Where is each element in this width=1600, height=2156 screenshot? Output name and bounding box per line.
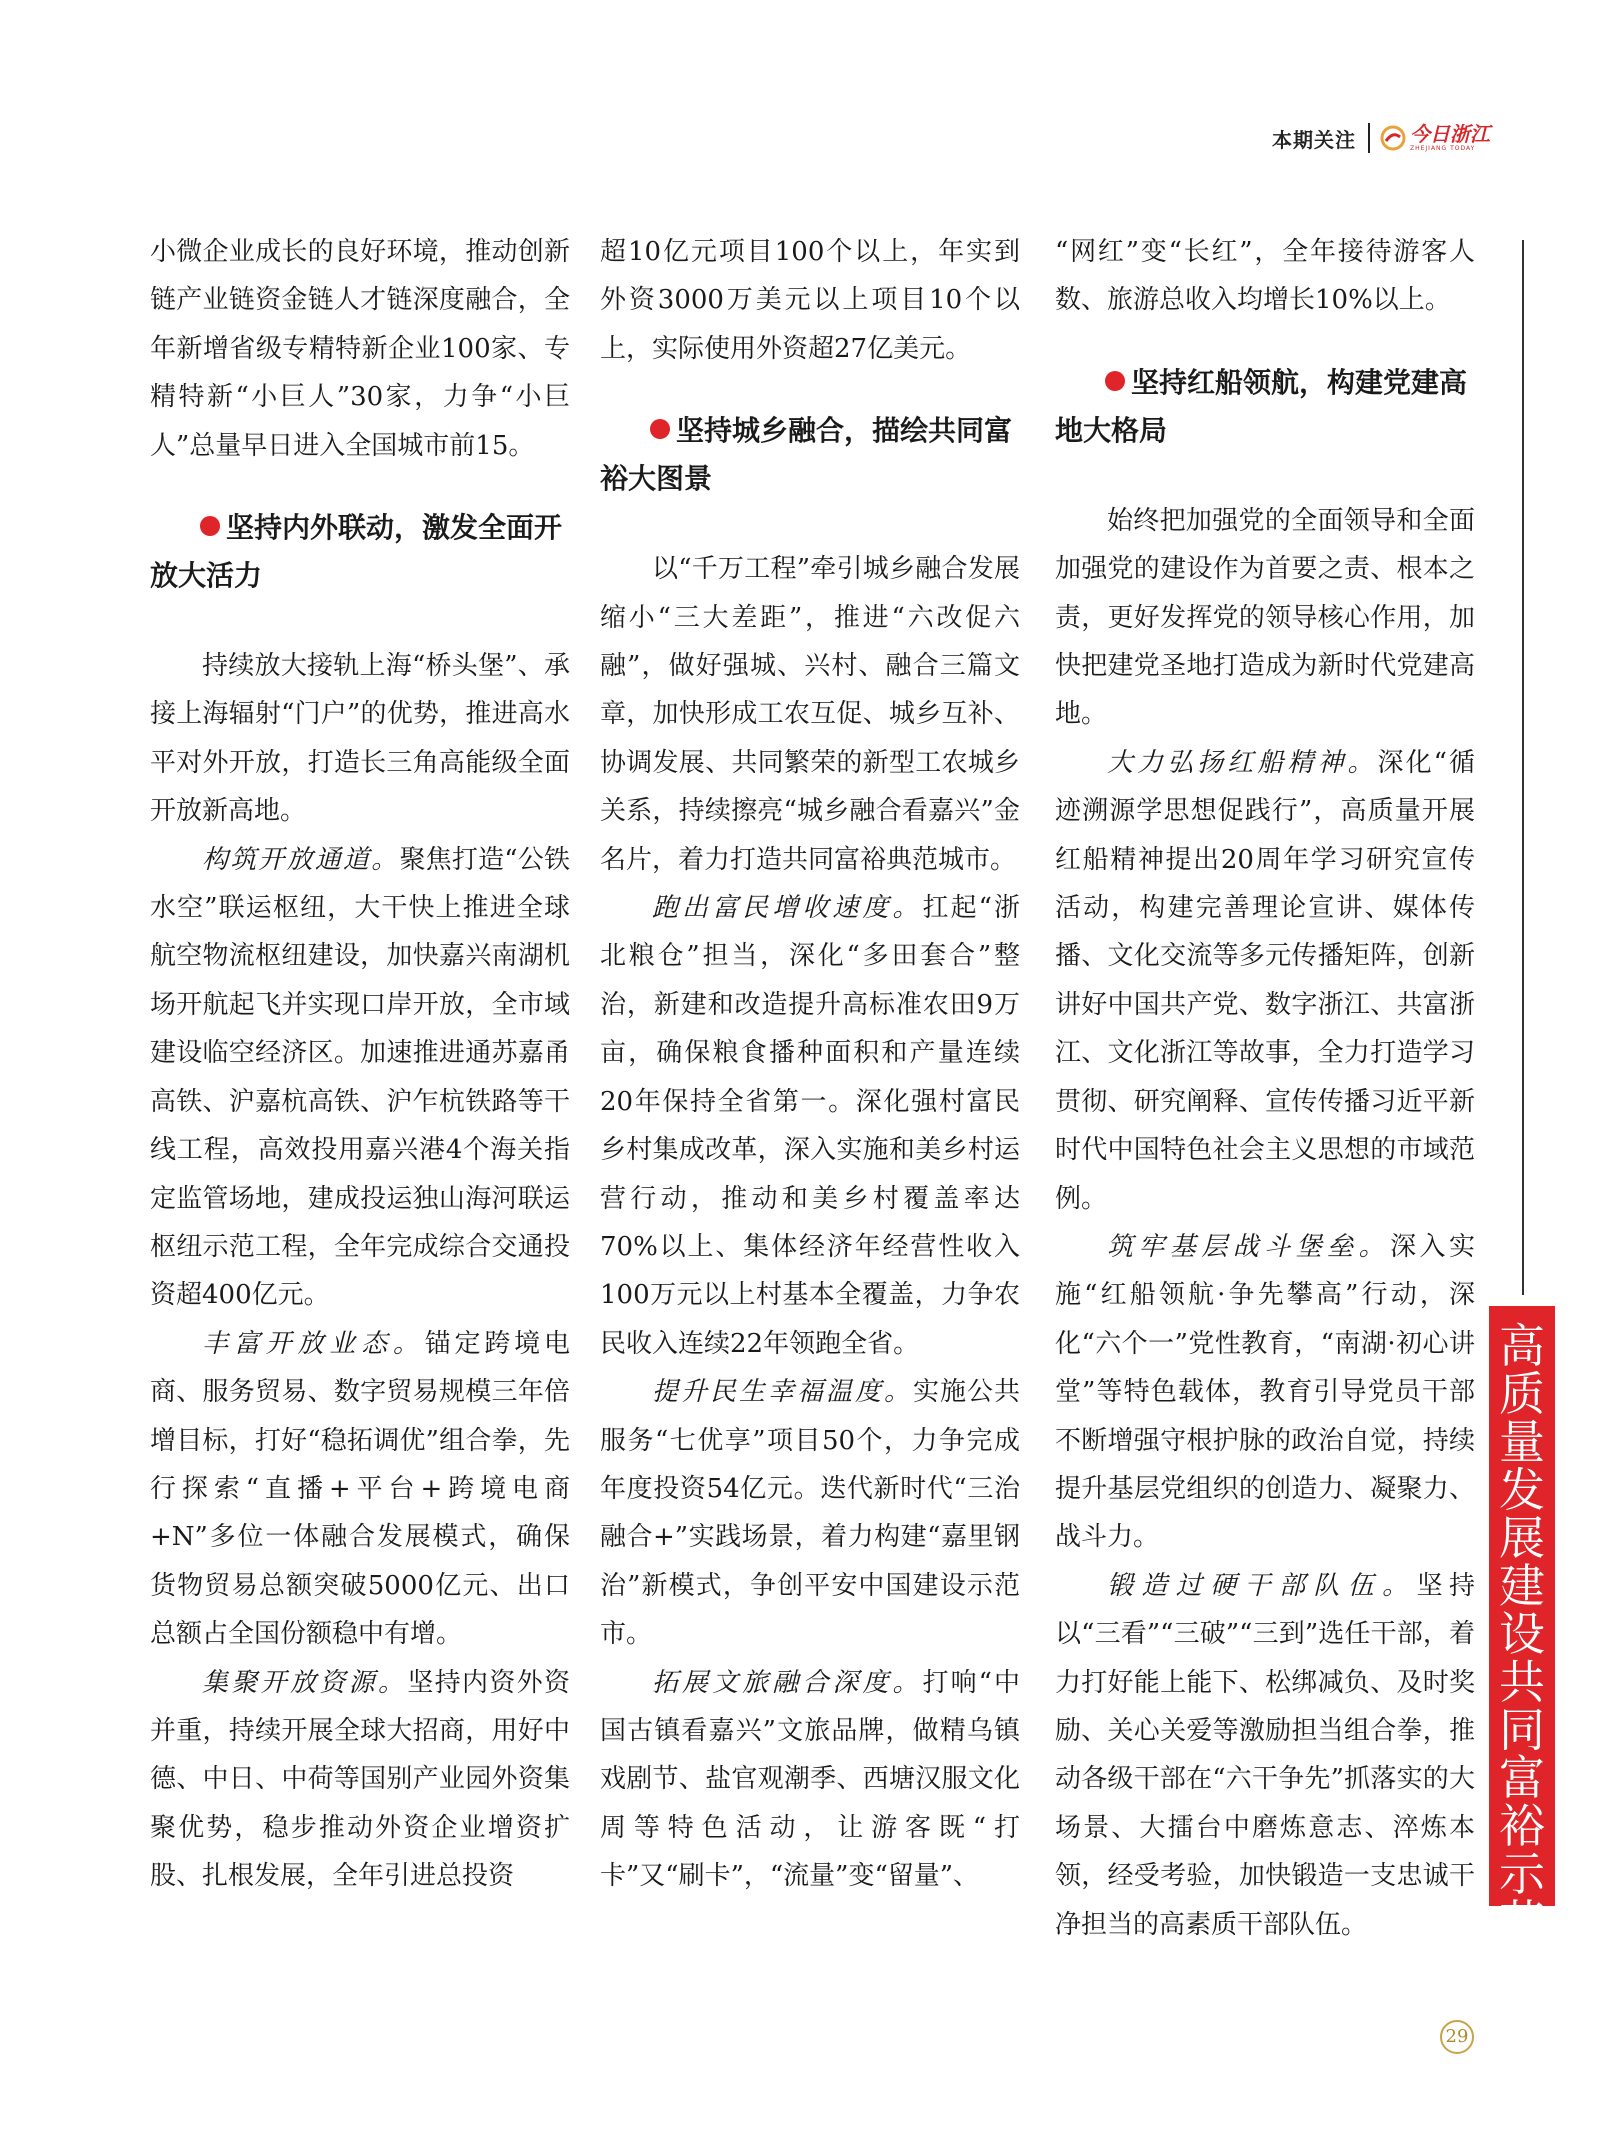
page-header (1272, 118, 1490, 158)
paragraph-lead: 大力弘扬红船精神。 (1107, 747, 1378, 778)
section-heading: 坚持城乡融合，描绘共同富裕大图景 (600, 414, 1013, 496)
paragraph: 锻造过硬干部队伍。坚持以“三看”“三破”“三到”选任干部，着力打好能上能下、松绑减负、及时奖励、关心关爱等激励担当组合拳，推动各级干部在“六干争先”抓落实的大场景、大擂台中磨炼意志、淬炼本领，经受考验，加快锻造一支忠诚干净担当的高素质干部队伍。 (1055, 1570, 1475, 1940)
article-column-1 (150, 228, 570, 1901)
paragraph: 始终把加强党的全面领导和全面加强党的建设作为首要之责、根本之责，更好发挥党的领导核心作用，加快把建党圣地打造成为新时代党建高地。 (1055, 505, 1475, 730)
logo-emblem-icon (1380, 125, 1406, 151)
paragraph: 以“千万工程”牵引城乡融合发展缩小“三大差距”，推进“六改促六融”，做好强城、兴村、融合三篇文章，加快形成工农互促、城乡互补、协调发展、共同繁荣的新型工农城乡关系，持续擦亮“城乡融合看嘉兴”金名片，着力打造共同富裕典范城市。 (600, 554, 1020, 875)
paragraph: 丰富开放业态。锚定跨境电商、服务贸易、数字贸易规模三年倍增目标，打好“稳拓调优”组合拳，先行探索“直播+平台+跨境电商+N”多位一体融合发展模式，确保货物贸易总额突破5000亿元、出口总额占全国份额稳中有增。 (150, 1328, 570, 1650)
section-label: 本期关注 (1272, 127, 1356, 152)
paragraph: 超10亿元项目100个以上，年实到外资3000万美元以上项目10个以上，实际使用外资超27亿美元。 (600, 237, 1020, 364)
logo-english: ZHEJIANG TODAY (1410, 145, 1476, 152)
header-divider (1368, 123, 1370, 153)
paragraph: 大力弘扬红船精神。深化“循迹溯源学思想促践行”，高质量开展红船精神提出20周年学习研究宣传活动，构建完善理论宣讲、媒体传播、文化交流等多元传播矩阵，创新讲好中国共产党、数字浙江、共富浙江、文化浙江等故事，全力打造学习贯彻、研究阐释、宣传传播习近平新时代中国特色社会主义思想的市域范例。 (1055, 747, 1475, 1214)
side-rule (1522, 240, 1524, 1295)
paragraph: “网红”变“长红”，全年接待游客人数、旅游总收入均增长10%以上。 (1055, 237, 1475, 316)
bullet-dot-icon (650, 419, 670, 439)
paragraph: 跑出富民增收速度。扛起“浙北粮仓”担当，深化“多田套合”整治，新建和改造提升高标准农田9万亩，确保粮食播种面积和产量连续20年保持全省第一。深化强村富民乡村集成改革，深入实施和美乡村运营行动，推动和美乡村覆盖率达70%以上、集体经济年经营性收入100万元以上村基本全覆盖，力争农民收入连续22年领跑全省。 (600, 893, 1020, 1359)
page-number: 29 (1440, 2020, 1474, 2054)
paragraph-lead: 构筑开放通道。 (202, 844, 400, 875)
section-heading: 坚持红船领航，构建党建高地大格局 (1055, 365, 1468, 447)
paragraph: 小微企业成长的良好环境，推动创新链产业链资金链人才链深度融合，全年新增省级专精特新企业100家、专精特新“小巨人”30家，力争“小巨人”总量早日进入全国城市前15。 (150, 237, 570, 461)
paragraph-lead: 丰富开放业态。 (202, 1328, 425, 1359)
bullet-dot-icon (1105, 371, 1125, 391)
paragraph-lead: 提升民生幸福温度。 (652, 1377, 913, 1408)
magazine-logo (1380, 124, 1490, 152)
paragraph: 筑牢基层战斗堡垒。深入实施“红船领航·争先攀高”行动，深化“六个一”党性教育，“南湖·初心讲堂”等特色载体，教育引导党员干部不断增强守根护脉的政治自觉，持续提升基层党组织的创造力、凝聚力、战斗力。 (1055, 1231, 1475, 1553)
paragraph-lead: 跑出富民增收速度。 (652, 893, 923, 924)
bullet-dot-icon (200, 516, 220, 536)
paragraph-lead: 筑牢基层战斗堡垒。 (1107, 1231, 1391, 1262)
paragraph-lead: 拓展文旅融合深度。 (652, 1667, 923, 1698)
article-column-2 (600, 228, 1020, 1901)
paragraph: 拓展文旅融合深度。打响“中国古镇看嘉兴”文旅品牌，做精乌镇戏剧节、盐官观潮季、西塘汉服文化周等特色活动，让游客既“打卡”又“刷卡”，“流量”变“留量”、 (600, 1667, 1020, 1892)
logo-chinese: 今日浙江 (1410, 122, 1490, 146)
paragraph: 构筑开放通道。聚焦打造“公铁水空”联运枢纽，大干快上推进全球航空物流枢纽建设，加快嘉兴南湖机场开航起飞并实现口岸开放，全市域建设临空经济区。加速推进通苏嘉甬高铁、沪嘉杭高铁、沪乍杭铁路等干线工程，高效投用嘉兴港4个海关指定监管场地，建成投运独山海河联运枢纽示范工程，全年完成综合交通投资超400亿元。 (150, 844, 570, 1311)
paragraph: 提升民生幸福温度。实施公共服务“七优享”项目50个，力争完成年度投资54亿元。迭代新时代“三治融合+”实践场景，着力构建“嘉里钢治”新模式，争创平安中国建设示范市。 (600, 1377, 1020, 1650)
paragraph-lead: 锻造过硬干部队伍。 (1107, 1570, 1417, 1601)
section-heading: 坚持内外联动，激发全面开放大活力 (150, 511, 563, 593)
article-column-3 (1055, 228, 1475, 1949)
paragraph: 持续放大接轨上海“桥头堡”、承接上海辐射“门户”的优势，推进高水平对外开放，打造长三角高能级全面开放新高地。 (150, 651, 570, 827)
paragraph-lead: 集聚开放资源。 (202, 1667, 408, 1698)
side-topic-title: 高 质 量 发 展 建 设 共 同 富 裕 示 范 区 (1489, 1306, 1555, 1906)
paragraph: 集聚开放资源。坚持内资外资并重，持续开展全球大招商，用好中德、中日、中荷等国别产业园外资集聚优势，稳步推动外资企业增资扩股、扎根发展，全年引进总投资 (150, 1667, 570, 1892)
